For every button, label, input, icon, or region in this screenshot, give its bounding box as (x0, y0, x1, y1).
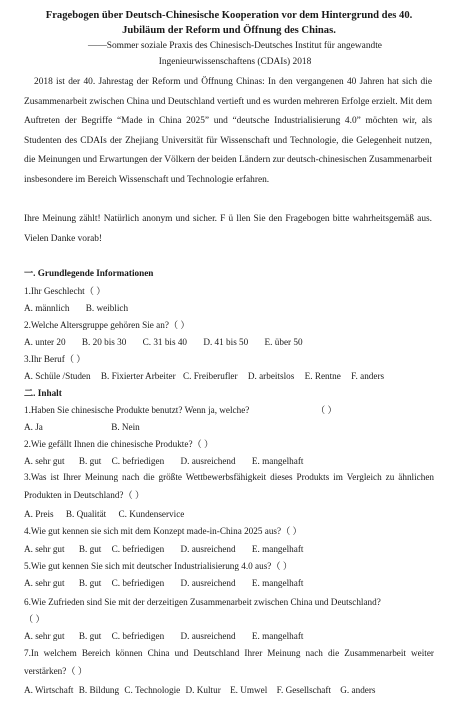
answer-blank-satisfaction[interactable]: （ ） (24, 614, 45, 624)
options-gender (24, 302, 434, 314)
option-area-a[interactable]: A. Wirtschaft (24, 685, 74, 695)
option-mic-b[interactable]: B. gut (78, 544, 102, 554)
options-made-in-china (24, 543, 434, 555)
appeal-paragraph: Ihre Meinung zählt! Natürlich anonym und sicher. F ü llen Sie den Fragebogen bitte wahrheitsgemäß aus. Vielen Danke vorab! (24, 214, 432, 244)
option-area-f[interactable]: F. Gesellschaft (276, 685, 331, 695)
option-no[interactable]: B. Nein (111, 422, 140, 432)
option-sat-b[interactable]: B. gut (78, 631, 102, 641)
question-industry-4: 5.Wie gut kennen Sie sich mit deutscher Industrialisierung 4.0 aus?（ ） (24, 561, 293, 571)
option-occupation-c[interactable]: C. Freiberufler (182, 371, 238, 381)
options-age (24, 336, 434, 348)
question-age: 2.Welche Altersgruppe gehören Sie an?（ ） (24, 320, 190, 330)
option-ind-c[interactable]: C. befriedigen (111, 578, 165, 588)
option-ind-b[interactable]: B. gut (78, 578, 102, 588)
option-occupation-d[interactable]: D. arbeitslos (247, 371, 295, 381)
question-cooperation-satisfaction: 6.Wie Zufrieden sind Sie mit der derzeitigen Zusammenarbeit zwischen China und Deutschland? (24, 597, 381, 607)
option-rating-e[interactable]: E. mangelhaft (251, 456, 304, 466)
options-industry-4 (24, 577, 434, 589)
option-female[interactable]: B. weiblich (85, 303, 129, 313)
option-area-b[interactable]: B. Bildung (78, 685, 120, 695)
question-product-rating: 2.Wie gefällt Ihnen die chinesische Produkte?（ ） (24, 439, 214, 449)
question-competitiveness: 3.Was ist Ihrer Meinung nach die größte Wettbewerbsfähigkeit dieses Produkts im Vergleich zu ähnlichen Produkten in Deutschland?（ ） (24, 472, 434, 500)
option-rating-c[interactable]: C. befriedigen (111, 456, 165, 466)
answer-blank[interactable]: （ ） (316, 405, 337, 415)
option-area-g[interactable]: G. anders (340, 685, 376, 695)
options-occupation (24, 370, 434, 382)
option-age-a[interactable]: A. unter 20 (24, 337, 66, 347)
question-occupation: 3.Ihr Beruf（ ） (24, 354, 86, 364)
options-cooperation-areas (24, 684, 434, 696)
subtitle-line-2: Ingenieurwissenschaftens (CDAIs) 2018 (158, 57, 312, 67)
question-gender: 1.Ihr Geschlecht（ ） (24, 286, 106, 296)
option-ind-d[interactable]: D. ausreichend (180, 578, 236, 588)
option-age-c[interactable]: C. 31 bis 40 (142, 337, 188, 347)
option-area-d[interactable]: D. Kultur (185, 685, 221, 695)
option-sat-c[interactable]: C. befriedigen (111, 631, 165, 641)
option-quality[interactable]: B. Qualität (65, 509, 107, 519)
intro-paragraph: 2018 ist der 40. Jahrestag der Reform und Öffnung Chinas: In den vergangenen 40 Jahren hat sich die Zusammenarbeit zwischen China und Deutschland vertieft und es wurden mehreren Erfolge erzielt. Mit dem Auftreten der Begriffe “Made in China 2025” und “deutsche Industrialisierung 4.0” möchten wir, als Studenten des CDAIs der Zhejiang Universität für Wissenschaft und Technologie, die Gelegenheit nutzen, die Meinungen und Erwartungen der Völkern der beiden Ländern zur deutsch-chinesischen Zusammenarbeit insbesondere im Bereich Wissenschaft und Technologie erfahren. (24, 77, 432, 185)
option-sat-a[interactable]: A. sehr gut (24, 631, 65, 641)
option-occupation-a[interactable]: A. Schüle /Studen (24, 371, 91, 381)
option-mic-d[interactable]: D. ausreichend (180, 544, 236, 554)
subtitle-line-1: ——Sommer soziale Praxis des Chinesisch-Deutsches Institut für angewandte (88, 41, 382, 51)
option-occupation-f[interactable]: F. anders (351, 371, 385, 381)
option-price[interactable]: A. Preis (24, 509, 54, 519)
option-yes[interactable]: A. Ja (24, 422, 43, 432)
options-competitiveness (24, 508, 434, 520)
option-male[interactable]: A. männlich (24, 303, 70, 313)
option-mic-c[interactable]: C. befriedigen (111, 544, 165, 554)
question-chinese-products-text: 1.Haben Sie chinesische Produkte benutzt? Wenn ja, welche? (24, 405, 250, 415)
option-sat-d[interactable]: D. ausreichend (180, 631, 236, 641)
document-title: Fragebogen über Deutsch-Chinesische Kooperation vor dem Hintergrund des 40. Jubiläum der Reform und Öffnung des Chinas. (45, 10, 413, 36)
option-ind-e[interactable]: E. mangelhaft (251, 578, 304, 588)
section-heading-basic-info: 一. Grundlegende Informationen (24, 268, 154, 278)
option-mic-e[interactable]: E. mangelhaft (251, 544, 304, 554)
option-rating-b[interactable]: B. gut (78, 456, 102, 466)
question-made-in-china: 4.Wie gut kennen sie sich mit dem Konzept made-in-China 2025 aus?（ ） (24, 526, 302, 536)
option-age-e[interactable]: E. über 50 (264, 337, 303, 347)
option-rating-a[interactable]: A. sehr gut (24, 456, 65, 466)
option-area-e[interactable]: E. Umwel (230, 685, 268, 695)
option-sat-e[interactable]: E. mangelhaft (251, 631, 304, 641)
options-product-rating (24, 455, 434, 467)
option-occupation-e[interactable]: E. Rentne (304, 371, 341, 381)
question-chinese-products (24, 404, 434, 416)
options-satisfaction (24, 630, 434, 642)
option-occupation-b[interactable]: B. Fixierter Arbeiter (100, 371, 176, 381)
option-area-c[interactable]: C. Technologie (124, 685, 181, 695)
option-rating-d[interactable]: D. ausreichend (180, 456, 236, 466)
option-ind-a[interactable]: A. sehr gut (24, 578, 65, 588)
question-cooperation-areas: 7.In welchem Bereich können China und Deutschland Ihrer Meinung nach die Zusammenarbeit weiter verstärken?（ ） (24, 648, 434, 676)
option-age-d[interactable]: D. 41 bis 50 (203, 337, 249, 347)
option-age-b[interactable]: B. 20 bis 30 (81, 337, 127, 347)
option-mic-a[interactable]: A. sehr gut (24, 544, 65, 554)
section-heading-content: 二. Inhalt (24, 388, 62, 398)
option-customer-service[interactable]: C. Kundenservice (118, 509, 185, 519)
options-chinese-products (24, 421, 434, 433)
